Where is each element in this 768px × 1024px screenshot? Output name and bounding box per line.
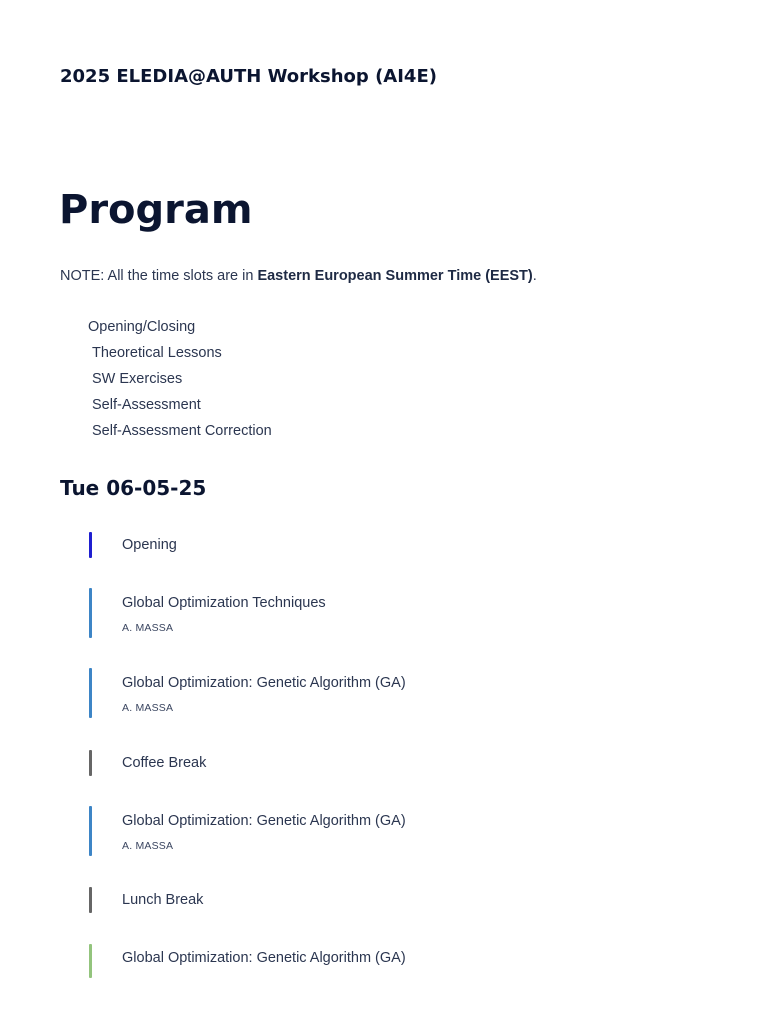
session-item[interactable] [89, 806, 689, 856]
session-color-bar [89, 887, 92, 913]
page-title: Program [59, 187, 253, 233]
session-title: Opening [122, 537, 177, 553]
session-item[interactable] [89, 750, 689, 776]
session-item[interactable] [89, 588, 689, 638]
legend-item-sw-exercises: SW Exercises [92, 371, 183, 387]
session-title: Global Optimization: Genetic Algorithm (GA) [122, 675, 406, 691]
legend-item-self-assessment-correction: Self-Assessment Correction [92, 423, 272, 439]
session-color-bar [89, 806, 92, 856]
session-title: Global Optimization: Genetic Algorithm (GA) [122, 813, 406, 829]
day-title: Tue 06-05-25 [60, 476, 207, 500]
legend-item-theoretical-lessons: Theoretical Lessons [92, 345, 222, 361]
note-prefix: NOTE: All the time slots are in [60, 268, 258, 284]
legend-item-opening-closing: Opening/Closing [88, 319, 196, 335]
session-color-bar [89, 588, 92, 638]
session-speaker: A. MASSA [122, 702, 174, 714]
session-item[interactable] [89, 944, 689, 978]
session-title: Coffee Break [122, 755, 207, 771]
timezone-note [60, 266, 537, 286]
session-color-bar [89, 944, 92, 978]
legend-item-self-assessment: Self-Assessment [92, 397, 201, 413]
note-timezone: Eastern European Summer Time (EEST) [257, 268, 533, 284]
session-color-bar [89, 532, 92, 558]
session-type-legend [88, 314, 272, 444]
session-item[interactable] [89, 532, 689, 558]
site-title[interactable]: 2025 ELEDIA@AUTH Workshop (AI4E) [60, 66, 437, 87]
session-title: Global Optimization Techniques [122, 595, 326, 611]
session-color-bar [89, 668, 92, 718]
note-suffix: . [532, 268, 537, 284]
session-title: Global Optimization: Genetic Algorithm (GA) [122, 950, 406, 966]
session-item[interactable] [89, 668, 689, 718]
session-title: Lunch Break [122, 892, 204, 908]
session-item[interactable] [89, 887, 689, 913]
session-speaker: A. MASSA [122, 622, 174, 634]
session-color-bar [89, 750, 92, 776]
session-speaker: A. MASSA [122, 840, 174, 852]
